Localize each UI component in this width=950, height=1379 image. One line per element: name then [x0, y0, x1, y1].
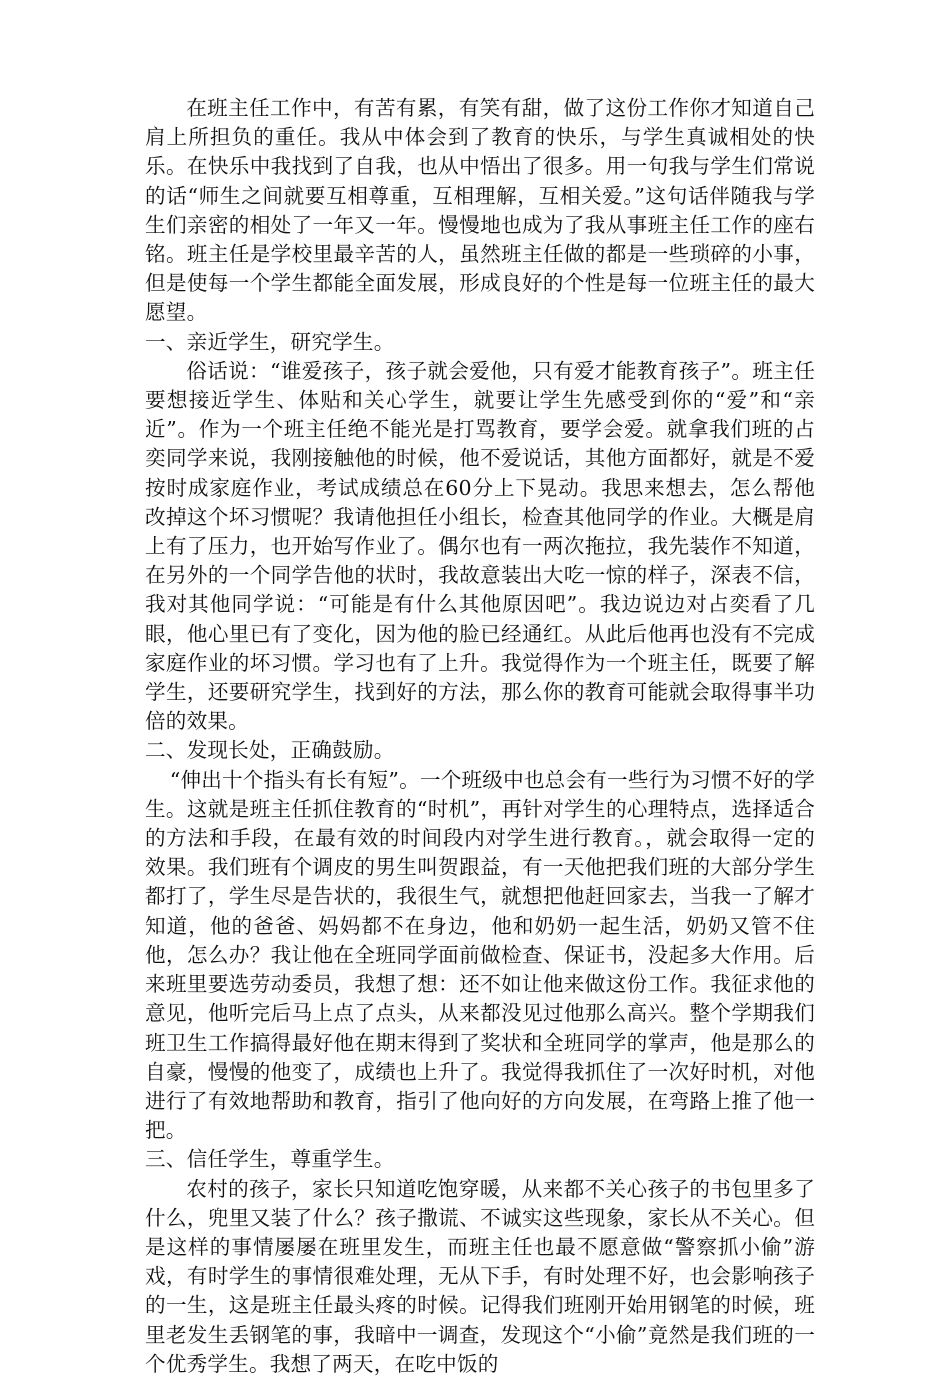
section-heading-2: 二、发现长处，正确鼓励。	[145, 738, 395, 763]
section-2-paragraph: “伸出十个指头有长有短”。一个班级中也总会有一些行为习惯不好的学生。这就是班主任抓住教育的“时机”，再针对学生的心理特点，选择适合的方法和手段，在最有效的时间段内对学生进行教育。，就会取得一定的效果。我们班有个调皮的男生叫贺跟益，有一天他把我们班的大部分学生都打了，学生尽是告状的，我很生气，就想把他赶回家去，当我一了解才知道，他的爸爸、妈妈都不在身边，他和奶奶一起生活，奶奶又管不住他，怎么办？我让他在全班同学面前做检查、保证书，没起多大作用。后来班里要选劳动委员，我想了想：还不如让他来做这份工作。我征求他的意见，他听完后马上点了点头，从来都没见过他那么高兴。整个学期我们班卫生工作搞得最好他在期末得到了奖状和全班同学的掌声，他是那么的自豪，慢慢的他变了，成绩也上升了。我觉得我抓住了一次好时机，对他进行了有效地帮助和教育，指引了他向好的方向发展，在弯路上推了他一把。	[145, 767, 815, 1143]
document-body	[145, 94, 815, 1379]
intro-paragraph: 在班主任工作中，有苦有累，有笑有甜，做了这份工作你才知道自己肩上所担负的重任。我从中体会到了教育的快乐，与学生真诚相处的快乐。在快乐中我找到了自我，也从中悟出了很多。用一句我与学生们常说的话“师生之间就要互相尊重，互相理解，互相关爱。”这句话伴随我与学生们亲密的相处了一年又一年。慢慢地也成为了我从事班主任工作的座右铭。班主任是学校里最辛苦的人，虽然班主任做的都是一些琐碎的小事，但是使每一个学生都能全面发展，形成良好的个性是每一位班主任的最大愿望。	[145, 96, 815, 325]
section-heading-1: 一、亲近学生，研究学生。	[145, 329, 395, 354]
section-3-paragraph: 农村的孩子，家长只知道吃饱穿暖，从来都不关心孩子的书包里多了什么，兜里又装了什么？孩子撒谎、不诚实这些现象，家长从不关心。但是这样的事情屡屡在班里发生，而班主任也最不愿意做“警察抓小偷”游戏，有时学生的事情很难处理，无从下手，有时处理不好，也会影响孩子的一生，这是班主任最头疼的时候。记得我们班刚开始用钢笔的时候，班里老发生丢钢笔的事，我暗中一调查，发现这个“小偷”竟然是我们班的一个优秀学生。我想了两天，在吃中饭的	[145, 1176, 815, 1376]
section-heading-3: 三、信任学生，尊重学生。	[145, 1147, 395, 1172]
section-1-paragraph: 俗话说：“谁爱孩子，孩子就会爱他，只有爱才能教育孩子”。班主任要想接近学生、体贴和关心学生，就要让学生先感受到你的“爱”和“亲近”。作为一个班主任绝不能光是打骂教育，要学会爱。就拿我们班的占奕同学来说，我刚接触他的时候，他不爱说话，其他方面都好，就是不爱按时成家庭作业，考试成绩总在60分上下晃动。我思来想去，怎么帮他改掉这个坏习惯呢？我请他担任小组长，检查其他同学的作业。大概是肩上有了压力，也开始写作业了。偶尔也有一两次拖拉，我先装作不知道，在另外的一个同学告他的状时，我故意装出大吃一惊的样子，深表不信，我对其他同学说：“可能是有什么其他原因吧”。我边说边对占奕看了几眼，他心里已有了变化，因为他的脸已经通红。从此后他再也没有不完成家庭作业的坏习惯。学习也有了上升。我觉得作为一个班主任，既要了解学生，还要研究学生，找到好的方法，那么你的教育可能就会取得事半功倍的效果。	[145, 358, 815, 734]
